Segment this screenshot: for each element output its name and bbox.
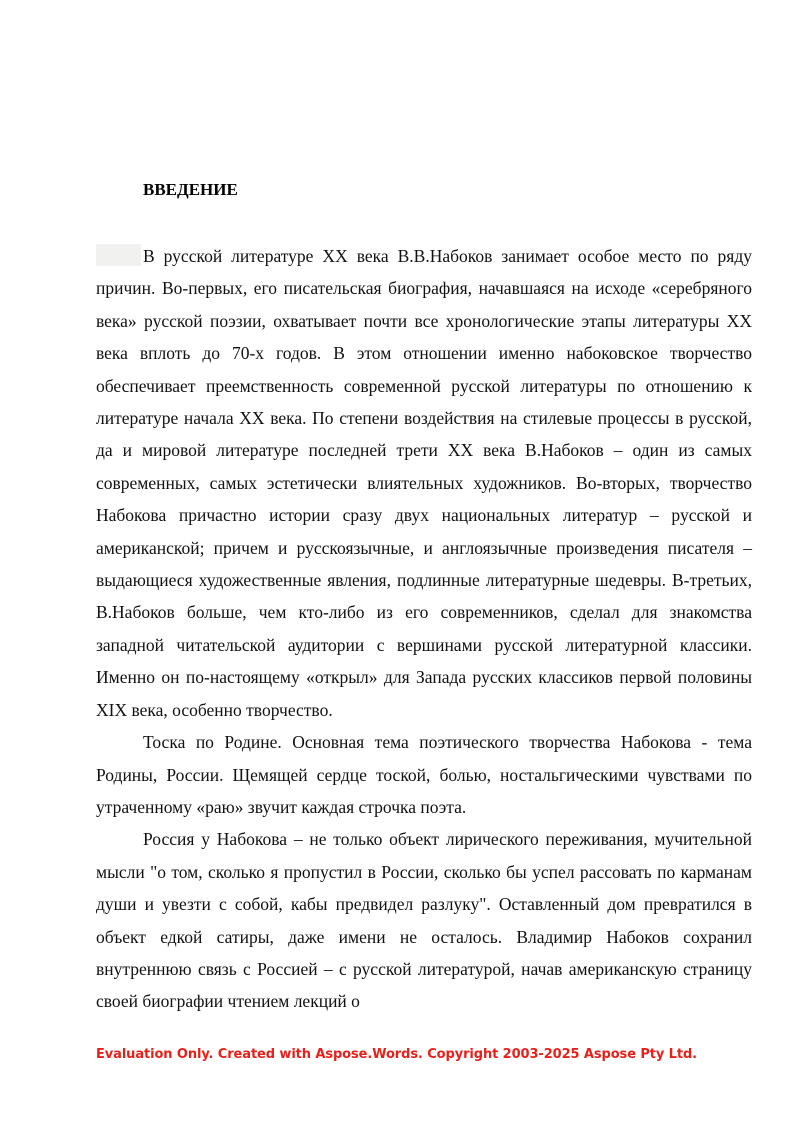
body-text <box>96 240 752 1018</box>
paragraph-3: Россия у Набокова – не только объект лирического переживания, мучительной мысли "о том, сколько я пропустил в России, сколько бы успел рассовать по карманам души и увезти с собой, кабы предвидел разлуку". Оставленный дом превратился в объект едкой сатиры, даже имени не осталось. Владимир Набоков сохранил внутреннюю связь с Россией – с русской литературой, начав американскую страницу своей биографии чтением лекций о <box>96 829 752 1012</box>
paragraph-2: Тоска по Родине. Основная тема поэтического творчества Набокова - тема Родины, России. Щемящей сердце тоской, болью, ностальгическими чувствами по утраченному «раю» звучит каждая строчка поэта. <box>96 732 752 817</box>
evaluation-watermark: Evaluation Only. Created with Aspose.Words. Copyright 2003-2025 Aspose Pty Ltd. <box>96 1047 698 1062</box>
text-highlight <box>96 244 141 266</box>
paragraph-1 <box>96 240 752 726</box>
section-heading: ВВЕДЕНИЕ <box>143 180 238 199</box>
paragraph-1-text: В русской литературе XX века В.В.Набоков занимает особое место по ряду причин. Во-первых, его писательская биография, начавшаяся на исходе «серебряного века» русской поэзии, охватывает почти все хронологические этапы литературы XX века вплоть до 70-х годов. В этом отношении именно набоковское творчество обеспечивает преемственность современной русской литературы по отношению к литературе начала XX века. По степени воздействия на стилевые процессы в русской, да и мировой литературе последней трети XX века В.Набоков – один из самых современных, самых эстетически влиятельных художников. Во-вторых, творчество Набокова причастно истории сразу двух национальных литератур – русской и американской; причем и русскоязычные, и англоязычные произведения писателя – выдающиеся художественные явления, подлинные литературные шедевры. В-третьих, В.Набоков больше, чем кто-либо из его современников, сделал для знакомства западной читательской аудитории с вершинами русской литературной классики. Именно он по-настоящему «открыл» для Запада русских классиков первой половины XIX века, особенно творчество. <box>96 246 752 720</box>
